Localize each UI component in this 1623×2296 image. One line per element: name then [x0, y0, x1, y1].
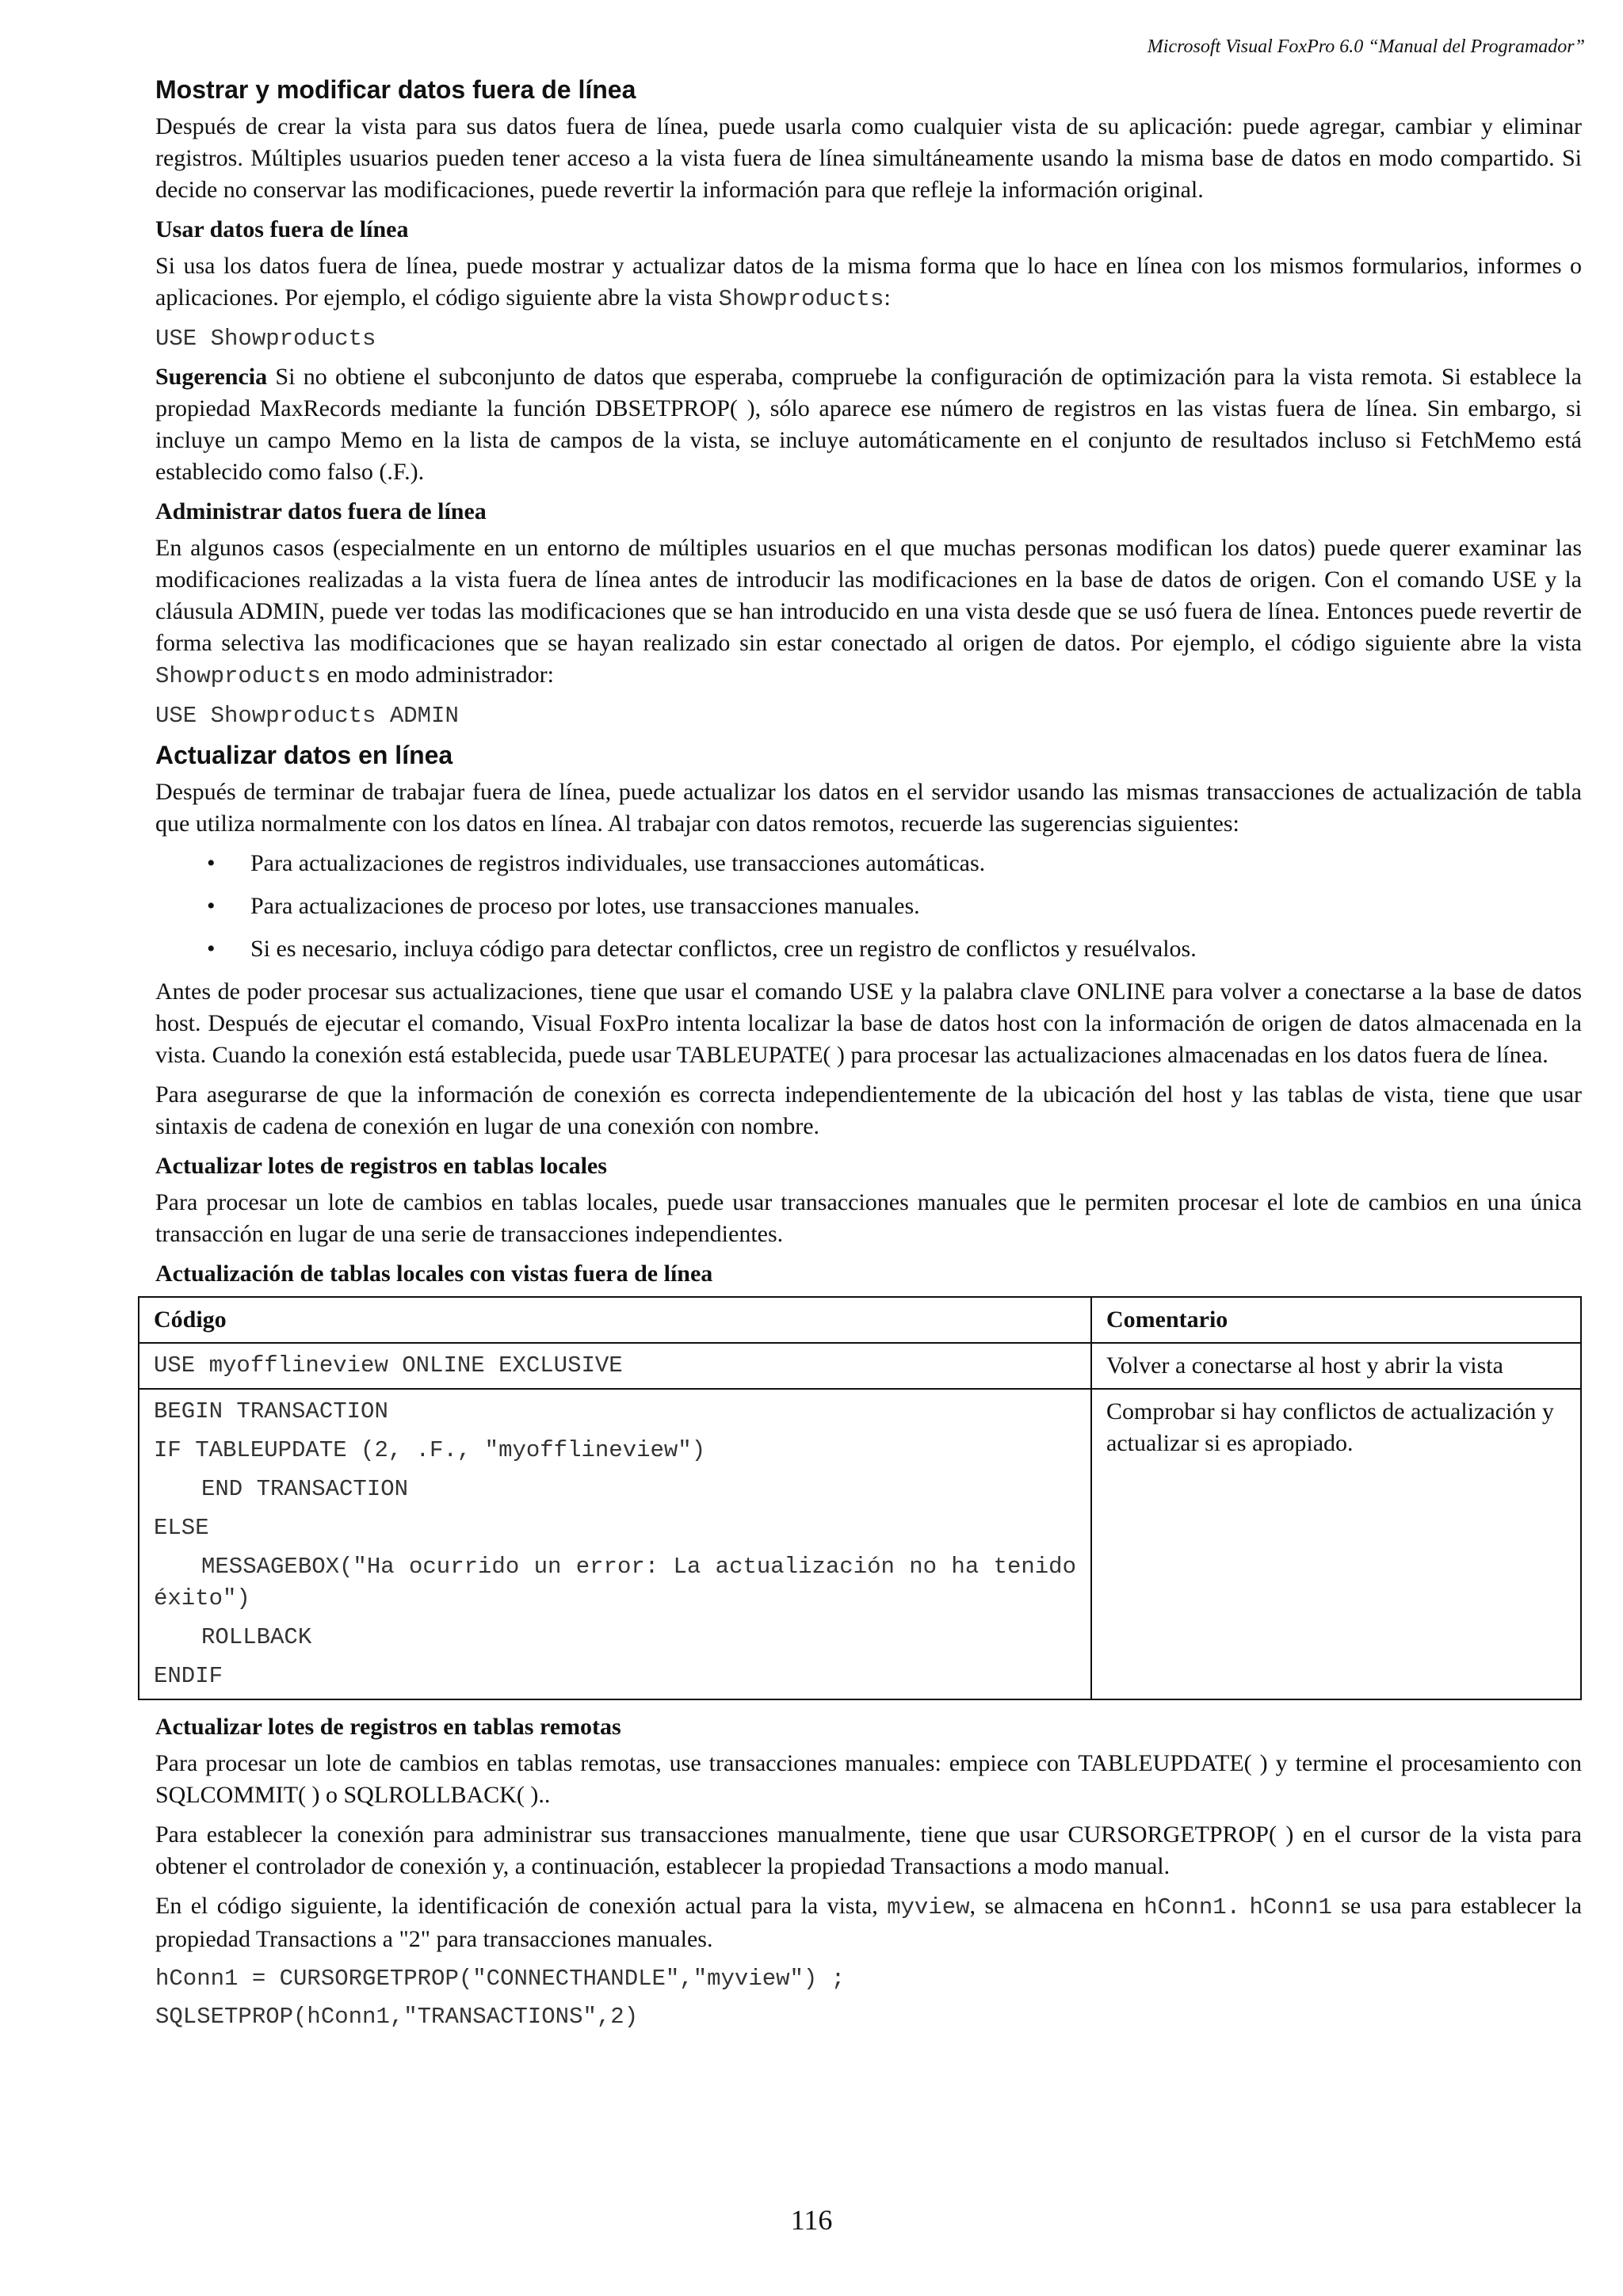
- table-row: [139, 1343, 1581, 1389]
- paragraph: Para procesar un lote de cambios en tablas locales, puede usar transacciones manuales que le permiten procesar el lote de cambios en una única transacción en lugar de una serie de transacciones independientes.: [155, 1189, 1582, 1247]
- inline-code: hConn1.: [1144, 1894, 1241, 1920]
- paragraph: Después de terminar de trabajar fuera de línea, puede actualizar los datos en el servidor usando las mismas transacciones de actualización de tabla que utiliza normalmente con los datos en línea. Al trabajar con datos remotos, recuerde las sugerencias siguientes:: [155, 779, 1582, 837]
- subheading-usar: Usar datos fuera de línea: [155, 216, 409, 242]
- tip-text: Si no obtiene el subconjunto de datos que esperaba, compruebe la configuración de optimización para la vista remota. Si establece la propiedad MaxRecords mediante la función DBSETPROP( ), sólo aparece ese número de registros en las vistas fuera de línea. Sin embargo, si incluye un campo Memo en la lista de campos de la vista, se incluye automáticamente en el conjunto de resultados incluso si FetchMemo está establecido como falso (.F.).: [155, 364, 1582, 485]
- section-heading-actualizar: Actualizar datos en línea: [155, 741, 453, 769]
- paragraph-text: En el código siguiente, la identificación de conexión actual para la vista,: [155, 1893, 888, 1919]
- list-item: • Para actualizaciones de proceso por lotes, use transacciones manuales.: [250, 891, 1582, 922]
- paragraph: Para asegurarse de que la información de conexión es correcta independientemente de la ubicación del host y las tablas de vista, tiene que usar sintaxis de cadena de conexión en lugar de una conexión con nombre.: [155, 1081, 1582, 1139]
- paragraph-text: en modo administrador:: [320, 662, 554, 688]
- code-comment-table: [138, 1296, 1582, 1700]
- paragraph: Para establecer la conexión para administrar sus transacciones manualmente, tiene que usar CURSORGETPROP( ) en el cursor de la vista para obtener el controlador de conexión y, a continuación, establecer la propiedad Transactions a modo manual.: [155, 1821, 1582, 1879]
- code-cell: [139, 1343, 1091, 1389]
- code-line: MESSAGEBOX("Ha ocurrido un error: La actualización no ha tenido éxito"): [154, 1554, 1076, 1611]
- comment-cell: Comprobar si hay conflictos de actualización y actualizar si es apropiado.: [1091, 1389, 1581, 1699]
- subheading-tablas-locales: Actualizar lotes de registros en tablas locales: [155, 1153, 607, 1179]
- list-item: • Si es necesario, incluya código para detectar conflictos, cree un registro de conflictos y resuélvalos.: [250, 933, 1582, 965]
- code-line: BEGIN TRANSACTION: [154, 1398, 388, 1425]
- table-caption: Actualización de tablas locales con vistas fuera de línea: [155, 1261, 713, 1287]
- page-content: [155, 73, 1582, 2039]
- paragraph: [155, 532, 1582, 692]
- running-header: Microsoft Visual FoxPro 6.0 “Manual del Programador”: [1147, 36, 1585, 57]
- code-line: ROLLBACK: [201, 1624, 312, 1650]
- table-header-row: [139, 1297, 1581, 1343]
- code-line: END TRANSACTION: [201, 1476, 409, 1502]
- bullet-list: [155, 848, 1582, 965]
- paragraph-text: [1240, 1893, 1249, 1919]
- paragraph: [155, 250, 1582, 315]
- paragraph-text: :: [884, 284, 891, 311]
- tip-paragraph: [155, 361, 1582, 488]
- code-line: IF TABLEUPDATE (2, .F., "myofflineview"): [154, 1437, 706, 1463]
- code-line: hConn1 = CURSORGETPROP("CONNECTHANDLE","myview") ;: [155, 1966, 846, 1992]
- paragraph: Después de crear la vista para sus datos fuera de línea, puede usarla como cualquier vista de su aplicación: puede agregar, cambiar y eliminar registros. Múltiples usuarios pueden tener acceso a la vista fuera de línea simultáneamente usando la misma base de datos en modo compartido. Si decide no conservar las modificaciones, puede revertir la información para que refleje la información original.: [155, 113, 1582, 203]
- subheading-administrar: Administrar datos fuera de línea: [155, 498, 487, 524]
- inline-code: Showproducts: [718, 286, 884, 312]
- code-line: SQLSETPROP(hConn1,"TRANSACTIONS",2): [155, 2004, 639, 2030]
- table-row: [139, 1389, 1581, 1699]
- code-line: USE Showproducts ADMIN: [155, 703, 459, 729]
- paragraph-text: se usa para establecer la propiedad Transactions a "2" para transacciones manuales.: [155, 1893, 1583, 1952]
- inline-code: Showproducts: [155, 663, 321, 689]
- page-number: 116: [790, 2204, 833, 2236]
- paragraph: Para procesar un lote de cambios en tablas remotas, use transacciones manuales: empiece con TABLEUPDATE( ) y termine el procesamiento con SQLCOMMIT( ) o SQLROLLBACK( )..: [155, 1750, 1582, 1808]
- column-header-comment: Comentario: [1091, 1297, 1581, 1343]
- paragraph: Antes de poder procesar sus actualizaciones, tiene que usar el comando USE y la palabra clave ONLINE para volver a conectarse a la base de datos host. Después de ejecutar el comando, Visual FoxPro intenta localizar la base de datos host con la información de origen de datos almacenada en la vista. Cuando la conexión está establecida, puede usar TABLEUPATE( ) para procesar las actualizaciones almacenadas en los datos fuera de línea.: [155, 978, 1582, 1068]
- paragraph-text: , se almacena en: [969, 1893, 1144, 1919]
- column-header-code: Código: [139, 1297, 1091, 1343]
- code-line: ELSE: [154, 1515, 209, 1541]
- code-line: ENDIF: [154, 1663, 223, 1689]
- subheading-tablas-remotas: Actualizar lotes de registros en tablas remotas: [155, 1714, 621, 1740]
- comment-cell: Volver a conectarse al host y abrir la vista: [1091, 1343, 1581, 1389]
- section-heading-mostrar: Mostrar y modificar datos fuera de línea: [155, 75, 636, 104]
- list-item: • Para actualizaciones de registros individuales, use transacciones automáticas.: [250, 848, 1582, 879]
- code-cell: [139, 1389, 1091, 1699]
- inline-code: hConn1: [1249, 1894, 1332, 1920]
- paragraph-text: Si usa los datos fuera de línea, puede mostrar y actualizar datos de la misma forma que lo hace en línea con los mismos formularios, informes o aplicaciones. Por ejemplo, el código siguiente abre la vista: [155, 253, 1582, 311]
- paragraph-text: En algunos casos (especialmente en un entorno de múltiples usuarios en el que muchas personas modifican los datos) puede querer examinar las modificaciones realizadas a la vista fuera de línea antes de introducir las modificaciones en la base de datos de origen. Con el comando USE y la cláusula ADMIN, puede ver todas las modificaciones que se han introducido en una vista desde que se usó fuera de línea. Entonces puede revertir de forma selectiva las modificaciones que se hayan realizado sin estar conectado al origen de datos. Por ejemplo, el código siguiente abre la vista: [155, 535, 1582, 656]
- code-line: USE myofflineview ONLINE EXCLUSIVE: [154, 1352, 623, 1379]
- tip-label: Sugerencia: [155, 364, 268, 390]
- inline-code: myview: [887, 1894, 970, 1920]
- paragraph: [155, 1890, 1582, 1955]
- code-line: USE Showproducts: [155, 326, 376, 352]
